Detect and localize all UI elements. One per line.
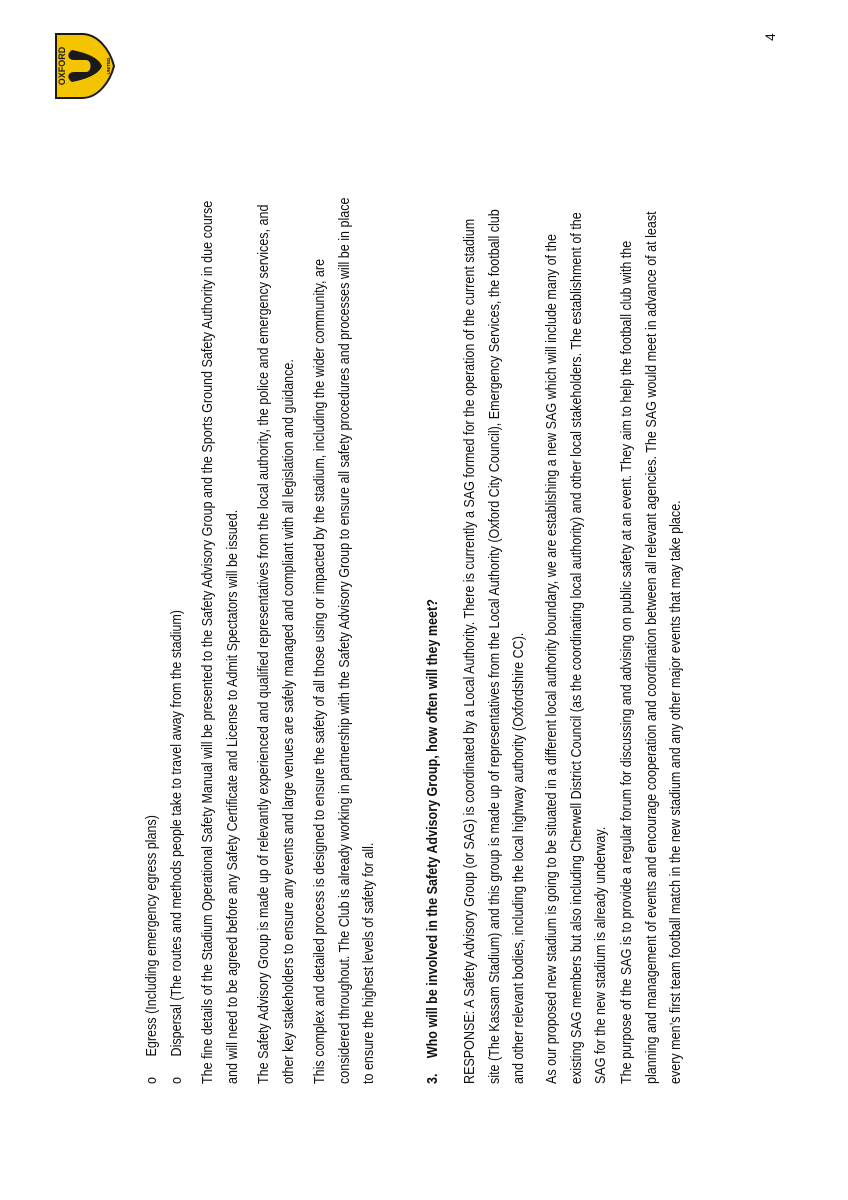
text-line: existing SAG members but also including Cherwell District Council (as the coordinating local authority) and other local stakeholders. The establishment of the [568,212,585,1084]
logo-top-text: OXFORD [57,46,67,86]
bullet-marker: o [168,1077,185,1084]
bullet-text: Egress (Including emergency egress plans) [144,815,160,1057]
text-line: to ensure the highest levels of safety for all. [361,842,377,1084]
text-line: RESPONSE: A Safety Advisory Group (or SAG) is coordinated by a Local Authority. There is currently a SAG formed for the operation of the current stadium [462,218,478,1084]
bullet-list [140,104,189,1084]
text-line: and will need to be agreed before any Safety Certificate and License to Admit Spectators will be issued. [224,509,241,1084]
text-line: site (The Kassam Stadium) and this group is made up of representatives from the Local Authority (Oxford City Council), Emergency Services, the football club [486,209,503,1084]
text-line: This complex and detailed process is designed to ensure the safety of all those using or impacted by the stadium, including the wider community, are [312,258,328,1084]
heading-number: 3. [425,1073,441,1084]
bullet-item [140,104,165,1084]
text-line: As our proposed new stadium is going to be situated in a different local authority boundary, we are establishing a new SAG which will include many of the [544,234,560,1084]
heading-text: Who will be involved in the Safety Advisory Group, how often will they meet? [425,599,441,1059]
text-line: The purpose of the SAG is to provide a regular forum for discussing and advising on public safety at an event. They aim to help the football club with the [619,240,635,1084]
text-line: considered throughout. The Club is already working in partnership with the Safety Advisory Group to ensure all safety procedures and processes will be in place [336,197,353,1084]
paragraph-sag-membership [252,104,301,1084]
paragraph-sag-purpose [615,104,689,1084]
bullet-marker: o [144,1077,160,1084]
text-line: every men’s first team football match in the new stadium and any other major events that may take place. [668,500,684,1084]
paragraph-safety-process [308,104,382,1084]
paragraph-response [458,104,532,1084]
text-line: and other relevant bodies, including the local highway authority (Oxfordshire CC). [511,632,527,1084]
bullet-text: Dispersal (The routes and methods people take to travel away from the stadium) [168,610,185,1057]
text-line: The Safety Advisory Group is made up of relevantly experienced and qualified representatives from the local authority, the police and emergency services, and [256,204,272,1084]
text-line: other key stakeholders to ensure any events and large venues are safely managed and compliant with all legislation and guidance. [280,359,297,1084]
bullet-item [165,104,190,1084]
paragraph-new-sag [540,104,614,1084]
page-number: 4 [762,33,778,41]
text-line: planning and management of events and encourage cooperation and coordination between all relevant agencies. The SAG would meet in advance of at least [643,211,660,1084]
paragraph-operational-safety-manual [196,104,245,1084]
oxford-united-crest-logo [52,30,116,102]
text-line: SAG for the new stadium is already underway. [593,826,609,1084]
text-line: The fine details of the Stadium Operational Safety Manual will be presented to the Safety Advisory Group and the Sports Ground Safety Authority in due course [200,200,216,1084]
logo-bottom-text: UNITED [106,57,111,75]
section-heading [421,104,446,1084]
